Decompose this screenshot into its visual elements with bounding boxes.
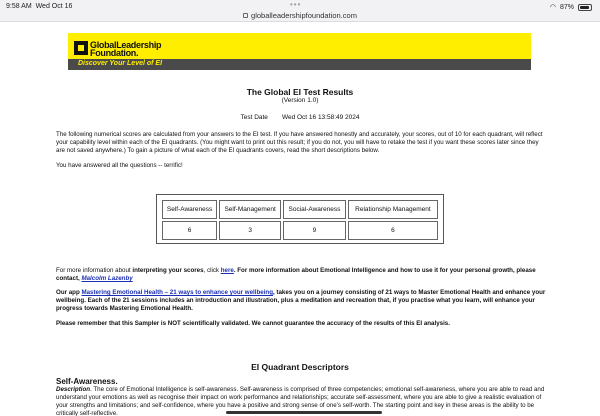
score-self-awareness: 6: [162, 221, 217, 240]
battery-icon: [578, 4, 592, 11]
completion-message: You have answered all the questions -- terrific!: [56, 162, 183, 169]
banner-tagline: Discover Your Level of EI: [78, 60, 163, 67]
self-awareness-description: Description. The core of Emotional Intelligence is self-awareness. Self-awareness is comprised of three competencies; emotional self-awareness, where you are able to read and understand your emotions as well as recognise their impact on work performance and relationships; accurate self-assessment, where you are able to give a realistic evaluation of your strengths and limitations; and self-confidence, where you have a positive and strong sense of one's self-worth. The starting point and key in these areas is the ability to be critically self-reflective.: [56, 386, 545, 416]
header-self-management: Self-Management: [219, 200, 281, 219]
version-label: (Version 1.0): [281, 97, 319, 104]
here-link[interactable]: here: [220, 267, 234, 274]
app-link[interactable]: Mastering Emotional Health – 21 ways to enhance your wellbeing: [81, 289, 273, 296]
home-indicator[interactable]: [226, 411, 382, 414]
intro-paragraph: The following numerical scores are calculated from your answers to the EI test. If you have answered honestly and accurately, your scores, out of 10 for each quadrant, will reflect your capability level within each of the EI quadrants. (You might want to print out this result; if you do not, you will have to retake the test if you want these scores later since they are not saved anywhere.) To gain a picture of what each of the EI quadrants covers, read the short descriptions below.: [56, 131, 543, 154]
header-social-awareness: Social-Awareness: [283, 200, 346, 219]
logo-text: GlobalLeadership Foundation.: [90, 40, 162, 58]
wifi-icon: ◠: [549, 4, 556, 11]
logo-icon: [74, 41, 88, 55]
more-dots-icon[interactable]: •••: [290, 0, 302, 9]
header-self-awareness: Self-Awareness: [162, 200, 217, 219]
score-self-management: 3: [219, 221, 281, 240]
scores-table: [156, 194, 444, 244]
score-relationship-management: 6: [348, 221, 438, 240]
app-paragraph: Our app Mastering Emotional Health – 21 ways to enhance your wellbeing, takes you on a journey consisting of 21 ways to Master Emotional Health and enhance your wellbeing. Each of the 21 sessions includes an introduction and illustration, plus a meditation and recreation that, if you practise what you learn, will enhance your progress towards Mastering Emotional Health.: [56, 289, 546, 312]
more-info-paragraph: For more information about interpreting your scores, click here. For more information about Emotional Intelligence and how to use it for your personal growth, please contact, Malcolm Lazenby: [56, 267, 536, 282]
status-time: 9:58 AM Wed Oct 16: [6, 3, 73, 10]
banner-tagline-strip: [68, 59, 531, 70]
header-relationship-management: Relationship Management: [348, 200, 438, 219]
lock-icon: [243, 13, 248, 18]
score-social-awareness: 9: [283, 221, 346, 240]
address-bar[interactable]: [0, 11, 600, 20]
malcolm-lazenby-link[interactable]: Malcolm Lazenby: [81, 275, 133, 282]
disclaimer: Please remember that this Sampler is NOT scientifically validated. We cannot guarantee the accuracy of the results of this EI analysis.: [56, 320, 450, 327]
self-awareness-heading: Self-Awareness.: [56, 377, 118, 386]
test-date: Test Date Wed Oct 16 13:58:49 2024: [240, 114, 360, 121]
status-bar: [0, 0, 600, 22]
page-title: The Global EI Test Results: [246, 87, 354, 97]
battery-percent: 87%: [559, 3, 574, 11]
url-text: globalleadershipfoundation.com: [251, 11, 357, 20]
descriptors-heading: EI Quadrant Descriptors: [251, 362, 349, 372]
status-indicators: [550, 3, 592, 11]
